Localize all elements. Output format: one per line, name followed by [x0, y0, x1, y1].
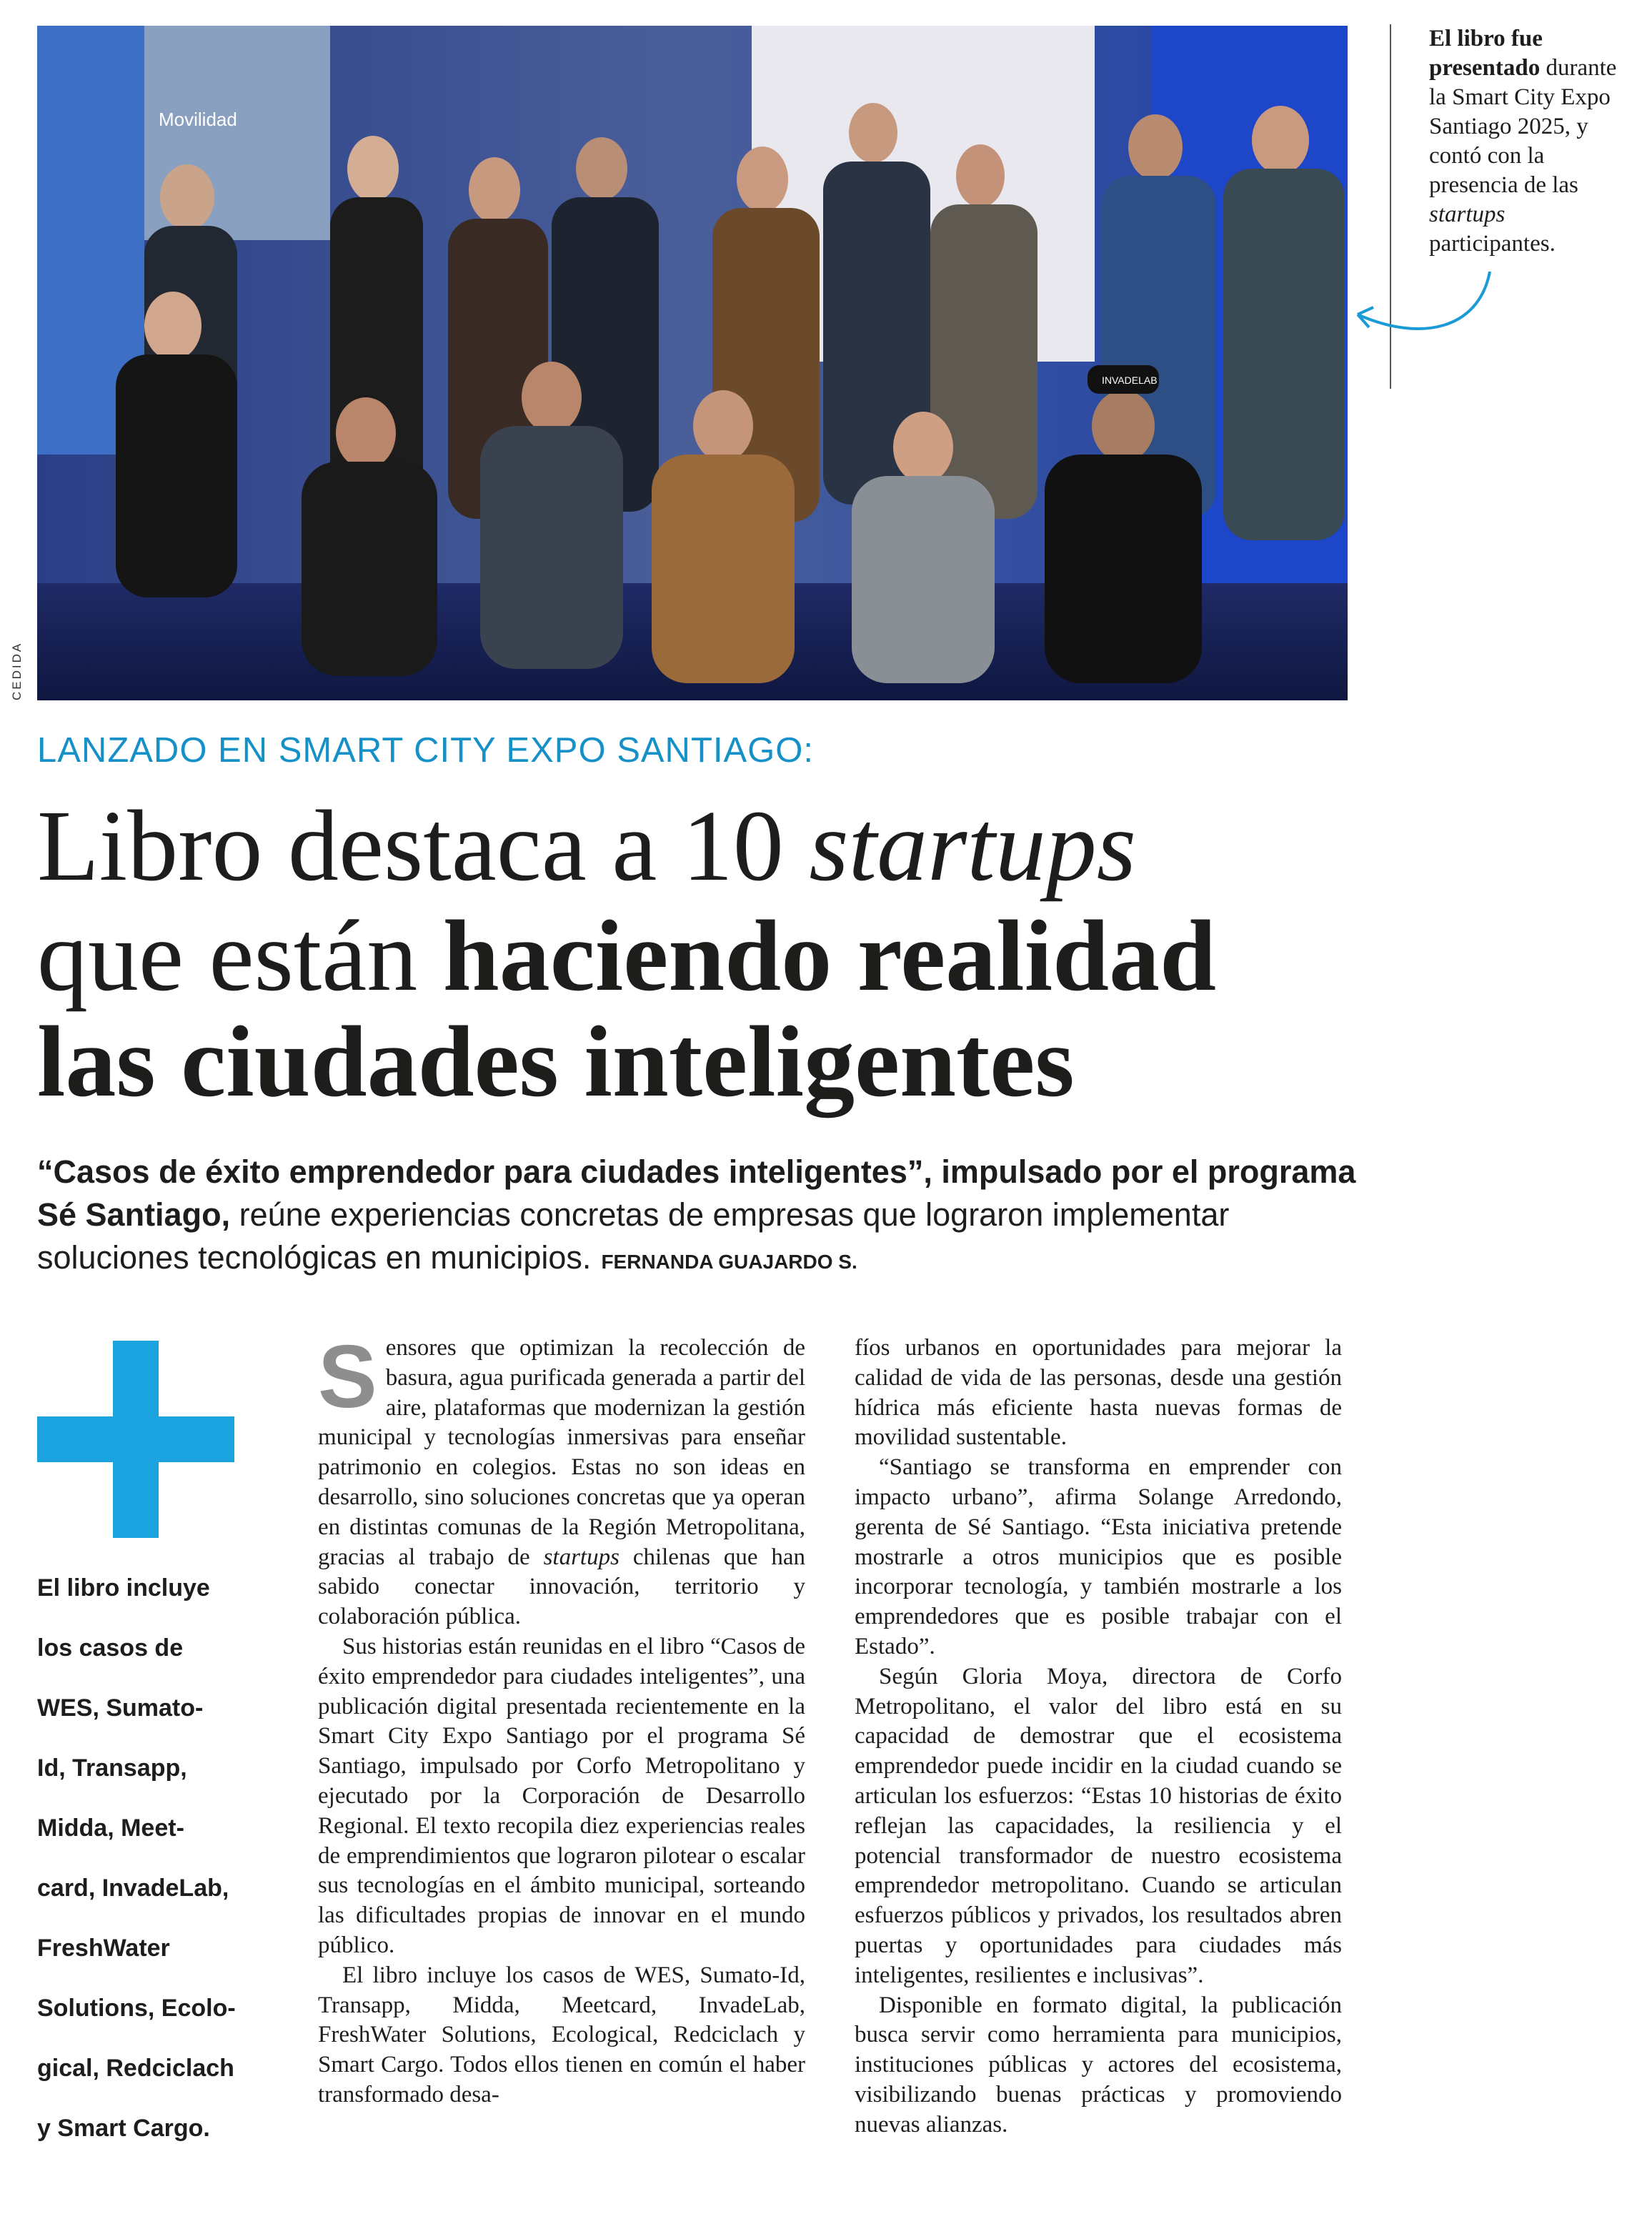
- caption-end: participantes.: [1429, 231, 1556, 257]
- sidebar-line: Midda, Meet-: [37, 1815, 184, 1842]
- cap-badge: INVADELAB: [1102, 374, 1158, 386]
- photo-caption: [1429, 24, 1636, 259]
- photo-illustration: [37, 26, 1348, 700]
- paragraph: El libro incluye los casos de WES, Sumato-Id, Transapp, Midda, Meetcard, InvadeLab, FreshWater Solutions, Ecological, Redciclach y Smart Cargo. Todos ellos tienen en común el haber transformado desa-: [318, 1962, 805, 2108]
- sidebar-line: FreshWater: [37, 1935, 170, 1962]
- sidebar-line: card, InvadeLab,: [37, 1875, 229, 1902]
- sidebar-line: los casos de: [37, 1634, 184, 1662]
- body-column-1: [318, 1328, 805, 2110]
- headline-line-2: [37, 899, 1380, 1012]
- paragraph: [318, 1328, 805, 1632]
- group-photo: [37, 26, 1348, 700]
- sidebar-line: WES, Sumato-: [37, 1694, 204, 1722]
- photo-credit: CEDIDA: [10, 641, 24, 700]
- paragraph-text: chilenas que han sabido conectar innovación, territorio y colaboración pública.: [318, 1544, 805, 1630]
- headline-text: que están: [37, 899, 443, 1012]
- sidebar-box: [37, 1558, 266, 2158]
- deck-bold: “Casos de éxito emprendedor para ciudades inteligentes”, impulsado por el programa Sé Santiago,: [37, 1153, 1356, 1233]
- caption-arrow-icon: [1336, 264, 1501, 350]
- deck-text: reúne experiencias concretas de empresas que lograron implementar soluciones tecnológicas en municipios.: [37, 1196, 1230, 1276]
- headline-text: Libro destaca a 10: [37, 789, 810, 902]
- headline-line-1: [37, 789, 1380, 902]
- byline: FERNANDA GUAJARDO S.: [601, 1251, 857, 1273]
- plus-icon: [37, 1341, 234, 1538]
- paragraph: “Santiago se transforma en emprender con impacto urbano”, afirma Solange Arredondo, gerenta de Sé Santiago. “Esta iniciativa pretende mostrarle a otros municipios que es posible incorporar tecnología, y también mostrarle a los emprendedores que es posible trabajar con el Estado”.: [855, 1454, 1342, 1659]
- sidebar-line: y Smart Cargo.: [37, 2115, 210, 2142]
- paragraph-continued: fíos urbanos en oportunidades para mejorar la calidad de vida de las personas, desde una gestión hídrica más eficiente hasta nuevas formas de movilidad sustentable.: [855, 1335, 1342, 1451]
- headline-bold: haciendo realidad: [442, 899, 1217, 1012]
- deck: [37, 1151, 1366, 1284]
- paragraph-text: ensores que optimizan la recolección de basura, agua purificada generada a partir del aire, plataformas que modernizan la gestión municipal y tecnologías inmersivas para enseñar patrimonio en colegios. Estas no son ideas en desarrollo, sino soluciones concretas que ya operan en distintas comunas de la Región Metropolitana, gracias al trabajo de: [318, 1335, 805, 1570]
- paragraph: Disponible en formato digital, la publicación busca servir como herramienta para municipios, instituciones públicas y actores del ecosistema, visibilizando buenas prácticas y promoviendo nuevas alianzas.: [855, 1992, 1342, 2138]
- caption-bold: El libro fue presentado: [1429, 26, 1543, 81]
- sidebar-line: Id, Transapp,: [37, 1754, 187, 1782]
- headline-italic: startups: [809, 789, 1137, 902]
- paragraph-italic: startups: [543, 1544, 620, 1570]
- sidebar-line: Solutions, Ecolo-: [37, 1995, 236, 2022]
- drop-cap: S: [318, 1328, 377, 1426]
- paragraph: Según Gloria Moya, directora de Corfo Metropolitano, el valor del libro está en su capacidad de demostrar que el ecosistema emprendedor puede incidir en la ciudad cuando se articulan los esfuerzos: “Estas 10 historias de éxito reflejan las capacidades, la resiliencia y el potencial transformador de nuestro ecosistema emprendedor metropolitano. Cuando se articulan esfuerzos públicos y privados, los resultados abren puertas y oportunidades para ciudades más inteligentes, resilientes e inclusivas”.: [855, 1663, 1342, 1988]
- sidebar-line: El libro incluye: [37, 1574, 210, 1602]
- caption-italic: startups: [1429, 202, 1506, 227]
- body-column-2: [855, 1334, 1342, 2140]
- headline-line-3: las ciudades inteligentes: [37, 1005, 1075, 1118]
- paragraph: Sus historias están reunidas en el libro “Casos de éxito emprendedor para ciudades inteligentes”, una publicación digital presentada recientemente en la Smart City Expo Santiago por el programa Sé Santiago, impulsado por Corfo Metropolitano y ejecutado por la Corporación de Desarrollo Regional. El texto recopila diez experiencias reales de emprendimientos que lograron pilotear o escalar sus tecnologías en el ámbito municipal, sorteando las dificultades propias de innovar en el mundo público.: [318, 1633, 805, 1958]
- backdrop-sign: Movilidad: [159, 109, 237, 130]
- kicker: LANZADO EN SMART CITY EXPO SANTIAGO:: [37, 731, 815, 770]
- sidebar-line: gical, Redciclach: [37, 2055, 234, 2082]
- caption-text: durante la Smart City Expo Santiago 2025, y contó con la presencia de las: [1429, 55, 1617, 198]
